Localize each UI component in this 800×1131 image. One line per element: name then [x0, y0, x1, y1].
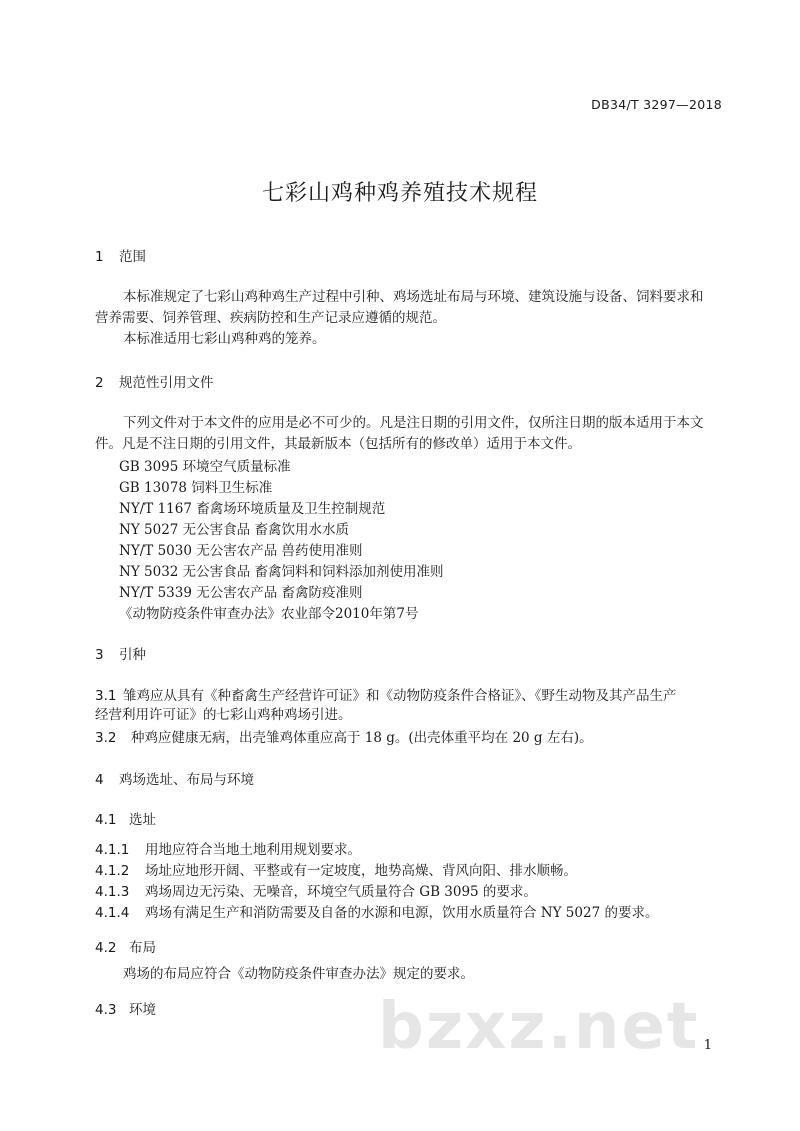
reference-item: NY 5032 无公害食品 畜禽饲料和饲料添加剂使用准则 [119, 564, 444, 580]
reference-item: 《动物防疫条件审查办法》农业部令2010年第7号 [119, 606, 419, 622]
subsection-number: 4.3 [95, 1002, 117, 1018]
subsection-title: 环境 [129, 1002, 156, 1018]
clause-3-2 [95, 726, 593, 746]
clause-3-1 [95, 684, 677, 704]
clause-text: 鸡场周边无污染、无噪音，环境空气质量符合 GB 3095 的要求。 [145, 884, 537, 900]
clause-number: 3.1 [95, 688, 117, 704]
section-3-heading [95, 643, 146, 663]
section-number: 3 [95, 647, 104, 663]
section-title: 鸡场选址、布局与环境 [119, 772, 254, 788]
document-title: 七彩山鸡种鸡养殖技术规程 [261, 181, 538, 206]
section-number: 1 [95, 249, 104, 265]
reference-item: NY/T 5030 无公害农产品 兽药使用准则 [119, 543, 363, 559]
clause-text: 种鸡应健康无病，出壳雏鸡体重应高于 18 g。(出壳体重平均在 20 g 左右)。 [131, 730, 593, 746]
paragraph-line: 件。凡是不注日期的引用文件，其最新版本（包括所有的修改单）适用于本文件。 [95, 436, 581, 452]
clause-4-1-2 [95, 859, 577, 879]
clause-number: 4.1.4 [95, 905, 130, 921]
paragraph-line: 下列文件对于本文件的应用是必不可少的。凡是注日期的引用文件，仅所注日期的版本适用于本文 [123, 415, 704, 431]
subsection-4-2-heading [95, 936, 156, 956]
subsection-4-1-heading [95, 808, 156, 828]
reference-item: GB 13078 饲料卫生标准 [119, 480, 273, 496]
paragraph-line: 经营利用许可证》的七彩山鸡种鸡场引进。 [95, 707, 352, 723]
clause-text: 雏鸡应从具有《种畜禽生产经营许可证》和《动物防疫条件合格证》、《野生动物及其产品生产 [123, 688, 677, 704]
subsection-number: 4.2 [95, 940, 117, 956]
reference-item: NY/T 1167 畜禽场环境质量及卫生控制规范 [119, 501, 386, 517]
section-number: 4 [95, 772, 104, 788]
standard-number: DB34/T 3297—2018 [591, 97, 722, 112]
section-2-heading [95, 371, 214, 391]
subsection-title: 布局 [129, 940, 156, 956]
reference-item: GB 3095 环境空气质量标准 [119, 459, 291, 475]
clause-number: 4.1.2 [95, 863, 130, 879]
reference-item: NY/T 5339 无公害农产品 畜禽防疫准则 [119, 585, 363, 601]
subsection-number: 4.1 [95, 812, 117, 828]
clause-text: 场址应地形开阔、平整或有一定坡度，地势高燥、背风向阳、排水顺畅。 [145, 863, 577, 879]
section-number: 2 [95, 375, 104, 391]
subsection-title: 选址 [129, 812, 156, 828]
clause-4-1-3 [95, 880, 537, 900]
section-title: 范围 [119, 249, 146, 265]
paragraph-line: 本标准规定了七彩山鸡种鸡生产过程中引种、鸡场选址布局与环境、建筑设施与设备、饲料要求和 [123, 289, 704, 305]
reference-item: NY 5027 无公害食品 畜禽饮用水水质 [119, 522, 349, 538]
clause-text: 用地应符合当地土地利用规划要求。 [145, 842, 361, 858]
clause-text: 鸡场有满足生产和消防需要及自备的水源和电源，饮用水质量符合 NY 5027 的要求。 [145, 905, 659, 921]
paragraph-line: 本标准适用七彩山鸡种鸡的笼养。 [123, 331, 326, 347]
watermark: bzxz.net [378, 990, 700, 1064]
section-4-heading [95, 768, 254, 788]
page-number: 1 [703, 1038, 712, 1053]
clause-4-1-4 [95, 901, 658, 921]
clause-number: 3.2 [95, 730, 117, 746]
subsection-4-3-heading [95, 998, 156, 1018]
paragraph-line: 营养需要、饲养管理、疾病防控和生产记录应遵循的规范。 [95, 310, 446, 326]
section-1-heading [95, 245, 146, 265]
section-title: 引种 [119, 647, 146, 663]
paragraph-line: 鸡场的布局应符合《动物防疫条件审查办法》规定的要求。 [123, 966, 474, 982]
clause-number: 4.1.1 [95, 842, 130, 858]
clause-4-1-1 [95, 838, 361, 858]
clause-number: 4.1.3 [95, 884, 130, 900]
section-title: 规范性引用文件 [119, 375, 214, 391]
